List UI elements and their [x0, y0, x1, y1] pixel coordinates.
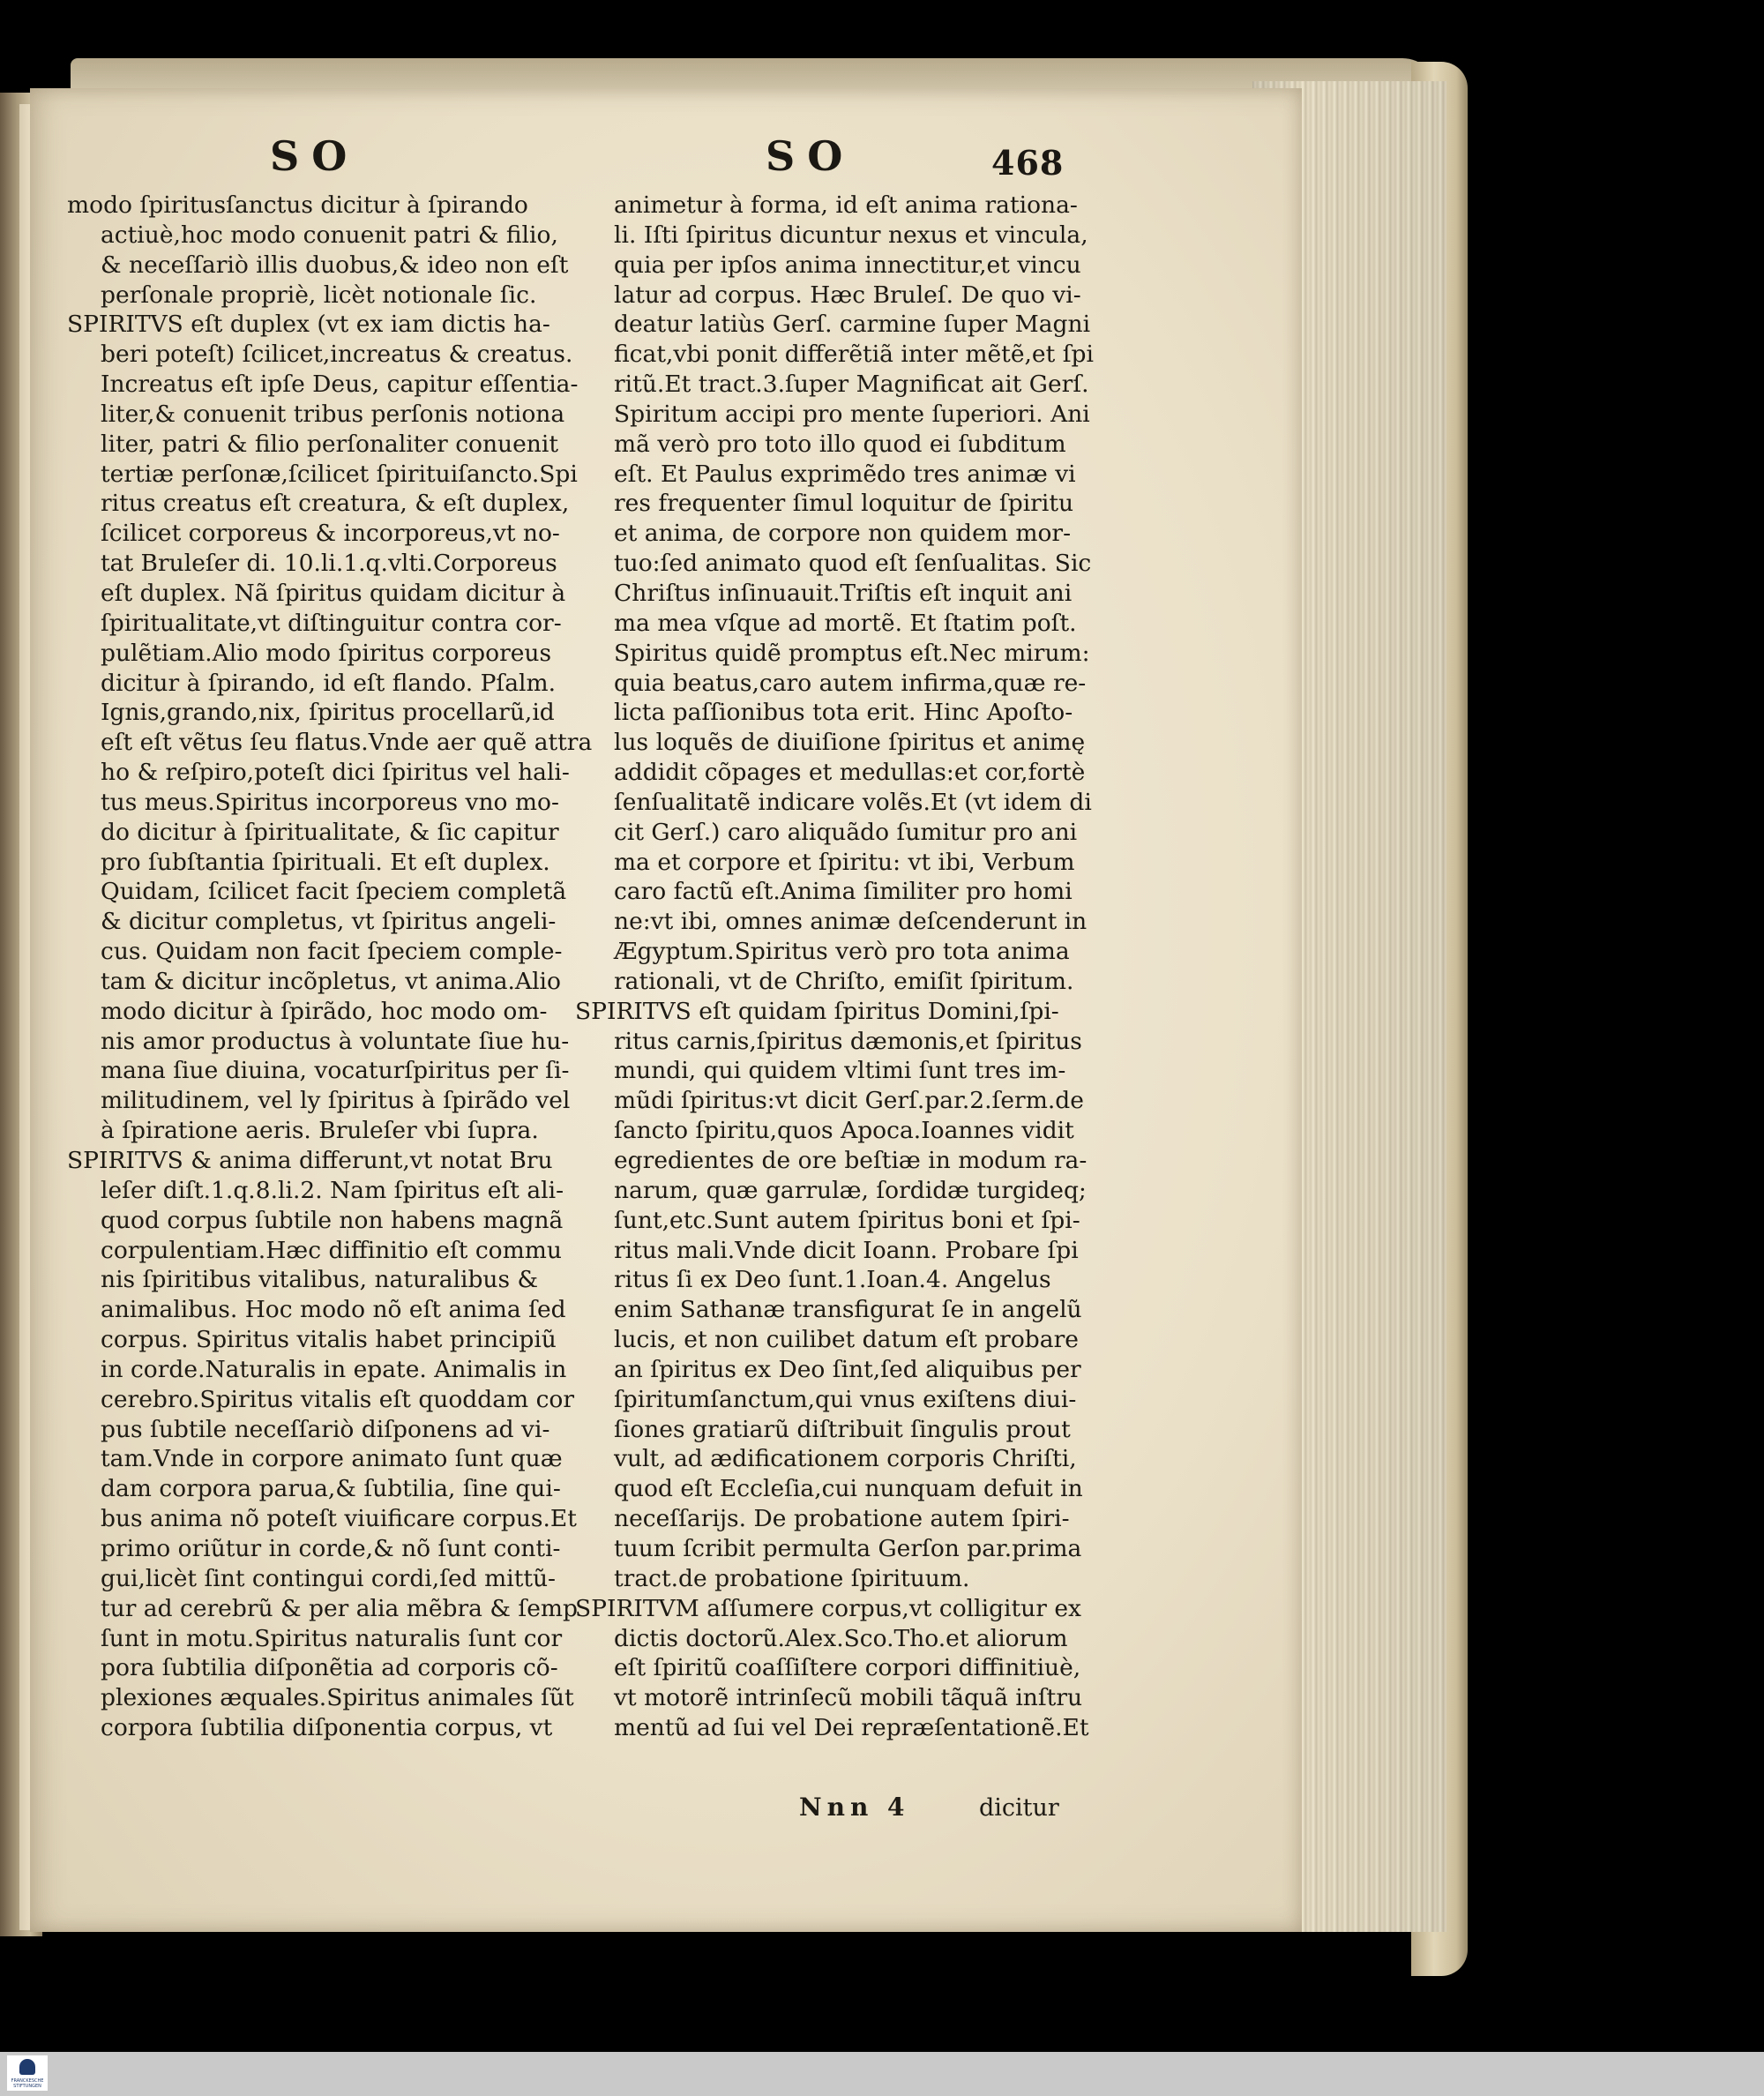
text-line: Spiritum accipi pro mente ſuperiori. Ani: [614, 400, 1090, 428]
text-line: animalibus. Hoc modo nõ eſt anima ſed: [101, 1296, 566, 1324]
text-line: quia beatus,caro autem infirma,quæ re-: [614, 669, 1087, 697]
text-line: perſonale propriè, licèt notionale ſic.: [101, 281, 537, 309]
text-line: pus ſubtile neceſſariò diſponens ad vi-: [101, 1415, 550, 1443]
text-line: ſpiritumſanctum,qui vnus exiſtens diui-: [614, 1385, 1077, 1413]
text-line: do dicitur à ſpiritualitate, & ſic capitur: [101, 818, 559, 846]
text-line: eſt. Et Paulus exprimẽdo tres animæ vi: [614, 460, 1076, 488]
text-line: tus meus.Spiritus incorporeus vno mo-: [101, 788, 559, 816]
text-line: mentũ ad ſui vel Dei repræſentationẽ.Et: [614, 1714, 1089, 1742]
text-line: actiuè,hoc modo conuenit patri & filio,: [101, 221, 558, 249]
page-number: 468: [991, 143, 1065, 183]
text-line: eſt eſt vẽtus ſeu flatus.Vnde aer quẽ attra: [101, 729, 593, 757]
text-line: tam & dicitur incõpletus, vt anima.Alio: [101, 967, 561, 995]
viewer-bottom-bar: [0, 2052, 1764, 2096]
text-line: ritus carnis,ſpiritus dæmonis,et ſpiritus: [614, 1027, 1082, 1055]
text-line: tuo:ſed animato quod eſt ſenſualitas. Sic: [614, 550, 1092, 578]
text-line: Increatus eſt ipſe Deus, capitur eſſentia-: [101, 371, 579, 399]
text-line: bus anima nõ poteſt viuificare corpus.Et: [101, 1505, 577, 1533]
text-line: egredientes de ore beſtiæ in modum ra-: [614, 1147, 1088, 1174]
text-line: dam corpora parua,& ſubtilia, ſine qui-: [101, 1475, 561, 1503]
text-line: tur ad cerebrũ & per alia mẽbra & ſemp: [101, 1594, 578, 1622]
signature-mark: Nnn 4: [799, 1793, 910, 1822]
text-line: licta paſſionibus tota erit. Hinc Apoſto-: [614, 699, 1073, 727]
text-line: et anima, de corpore non quidem mor-: [614, 520, 1072, 548]
text-line: vt motorẽ intrinſecũ mobili tãquã inſtru: [614, 1684, 1083, 1712]
text-line: gui,licèt ſint contingui cordi,ſed mittũ-: [101, 1564, 557, 1592]
text-line: SPIRITVS eſt quidam ſpiritus Domini,ſpi-: [575, 997, 1059, 1025]
text-line: deatur latiùs Gerſ. carmine ſuper Magni: [614, 311, 1091, 339]
text-line: tertiæ perſonæ,ſcilicet ſpirituiſancto.Spi: [101, 460, 578, 488]
text-line: ho & reſpiro,poteſt dici ſpiritus vel hali-: [101, 759, 570, 787]
text-line: tract.de probatione ſpirituum.: [614, 1564, 970, 1592]
text-line: corpulentiam.Hæc diffinitio eſt commu: [101, 1236, 562, 1264]
text-line: primo oriũtur in corde,& nõ ſunt conti-: [101, 1534, 561, 1562]
text-line: plexiones æquales.Spiritus animales ſũt: [101, 1684, 574, 1712]
text-line: dicitur à ſpirando, id eſt flando. Pſalm.: [101, 669, 557, 697]
text-line: mũdi ſpiritus:vt dicit Gerſ.par.2.ſerm.de: [614, 1087, 1084, 1115]
text-line: SPIRITVM aſſumere corpus,vt colligitur ex: [575, 1594, 1081, 1622]
text-line: dictis doctorũ.Alex.Sco.Tho.et aliorum: [614, 1624, 1068, 1652]
text-line: mana ſiue diuina, vocaturſpiritus per ſi-: [101, 1057, 570, 1085]
text-line: nis amor productus à voluntate ſiue hu-: [101, 1027, 570, 1055]
text-line: lus loquẽs de diuiſione ſpiritus et animę: [614, 729, 1086, 757]
text-line: SPIRITVS & anima differunt,vt notat Bru: [67, 1147, 553, 1174]
text-line: cit Gerſ.) caro aliquãdo ſumitur pro ani: [614, 818, 1078, 846]
text-line: ſunt,etc.Sunt autem ſpiritus boni et ſpi-: [614, 1206, 1080, 1234]
text-line: caro factũ eſt.Anima ſimiliter pro homi: [614, 878, 1073, 906]
text-line: ſunt in motu.Spiritus naturalis ſunt cor: [101, 1624, 563, 1652]
text-line: Spiritus quidẽ promptus eſt.Nec mirum:: [614, 639, 1090, 667]
text-line: pora ſubtilia diſponẽtia ad corporis cõ-: [101, 1654, 558, 1682]
running-head-left: SO: [270, 132, 360, 180]
text-line: tat Bruleſer di. 10.li.1.q.vlti.Corporeus: [101, 550, 557, 578]
text-line: pulẽtiam.Alio modo ſpiritus corporeus: [101, 639, 552, 667]
text-line: & dicitur completus, vt ſpiritus angeli-: [101, 908, 557, 936]
text-line: militudinem, vel ly ſpiritus à ſpirãdo vel: [101, 1087, 571, 1115]
text-line: ficat,vbi ponit differẽtiã inter mẽtẽ,et ſpi: [614, 341, 1094, 369]
text-line: modo ſpiritusſanctus dicitur à ſpirando: [67, 191, 528, 219]
text-line: quia per ipſos anima innectitur,et vincu: [614, 251, 1081, 279]
library-logo: [7, 2055, 48, 2091]
text-line: Quidam, ſcilicet facit ſpeciem completã: [101, 878, 567, 906]
text-line: mundi, qui quidem vltimi ſunt tres im-: [614, 1057, 1066, 1085]
text-line: liter,& conuenit tribus perſonis notiona: [101, 400, 565, 428]
text-line: quod corpus ſubtile non habens magnã: [101, 1206, 564, 1234]
text-line: ritus mali.Vnde dicit Ioann. Probare ſpi: [614, 1236, 1079, 1264]
text-line: Chriſtus inſinuauit.Triſtis eſt inquit ani: [614, 579, 1073, 607]
text-line: rationali, vt de Chriſto, emiſit ſpiritum.: [614, 967, 1074, 995]
text-line: ma et corpore et ſpiritu: vt ibi, Verbum: [614, 848, 1075, 876]
text-line: ſancto ſpiritu,quos Apoca.Ioannes vidit: [614, 1117, 1074, 1145]
text-line: neceſſarijs. De probatione autem ſpiri-: [614, 1505, 1070, 1533]
text-line: leſer diſt.1.q.8.li.2. Nam ſpiritus eſt ali-: [101, 1176, 564, 1204]
text-line: liter, patri & filio perſonaliter conuenit: [101, 430, 559, 458]
text-line: quod eſt Eccleſia,cui nunquam defuit in: [614, 1475, 1083, 1503]
text-line: latur ad corpus. Hæc Bruleſ. De quo vi-: [614, 281, 1081, 309]
text-line: lucis, et non cuilibet datum eſt probare: [614, 1326, 1079, 1354]
text-line: vult, ad ædificationem corporis Chriſti,: [614, 1445, 1077, 1473]
text-line: ſpiritualitate,vt diſtinguitur contra cor-: [101, 609, 562, 637]
text-line: & neceſſariò illis duobus,& ideo non eſt: [101, 251, 569, 279]
text-line: modo dicitur à ſpirãdo, hoc modo om-: [101, 997, 548, 1025]
text-line: in corde.Naturalis in epate. Animalis in: [101, 1355, 567, 1383]
text-line: ſiones gratiarũ diſtribuit ſingulis prout: [614, 1415, 1071, 1443]
text-line: res frequenter ſimul loquitur de ſpiritu: [614, 490, 1074, 518]
text-line: Ægyptum.Spiritus verò pro tota anima: [614, 938, 1070, 966]
text-line: cus. Quidam non facit ſpeciem comple-: [101, 938, 563, 966]
text-line: addidit cõpages et medullas:et cor,fortè: [614, 759, 1086, 787]
text-line: à ſpiratione aeris. Bruleſer vbi ſupra.: [101, 1117, 539, 1145]
text-line: cerebro.Spiritus vitalis eſt quoddam cor: [101, 1385, 575, 1413]
text-line: beri poteſt) ſcilicet,increatus & creatus.: [101, 341, 573, 369]
text-column-left: [67, 191, 593, 1743]
text-line: ſcilicet corporeus & incorporeus,vt no-: [101, 520, 560, 548]
text-line: tam.Vnde in corpore animato ſunt quæ: [101, 1445, 563, 1473]
text-line: tuum ſcribit permulta Gerſon par.prima: [614, 1534, 1082, 1562]
text-line: pro ſubſtantia ſpirituali. Et eſt duplex.: [101, 848, 550, 876]
text-line: nis ſpiritibus vitalibus, naturalibus &: [101, 1266, 539, 1294]
text-line: eſt duplex. Nã ſpiritus quidam dicitur à: [101, 579, 566, 607]
text-line: animetur à forma, id eſt anima rationa-: [614, 191, 1078, 219]
text-line: enim Sathanæ transfigurat ſe in angelũ: [614, 1296, 1082, 1324]
text-line: corpora ſubtilia diſponentia corpus, vt: [101, 1714, 553, 1742]
text-line: narum, quæ garrulæ, ſordidæ turgideq;: [614, 1176, 1087, 1204]
library-logo-text: FRANCKESCHE STIFTUNGEN: [11, 2078, 44, 2089]
text-line: ritus ſi ex Deo ſunt.1.Ioan.4. Angelus: [614, 1266, 1051, 1294]
text-line: ne:vt ibi, omnes animæ deſcenderunt in: [614, 908, 1088, 936]
catchword: dicitur: [979, 1794, 1059, 1822]
running-head-right: SO: [766, 132, 856, 180]
text-line: ritus creatus eſt creatura, & eſt duplex,: [101, 490, 570, 518]
text-line: ſenſualitatẽ indicare volẽs.Et (vt idem di: [614, 788, 1092, 816]
text-column-right: [575, 191, 1117, 1743]
text-line: an ſpiritus ex Deo ſint,ſed aliquibus per: [614, 1355, 1081, 1383]
text-line: mã verò pro toto illo quod ei ſubditum: [614, 430, 1066, 458]
text-line: li. Iſti ſpiritus dicuntur nexus et vincula,: [614, 221, 1088, 249]
text-line: eſt ſpiritũ coaſſiſtere corpori diffinitiuè,: [614, 1654, 1081, 1682]
text-line: SPIRITVS eſt duplex (vt ex iam dictis ha-: [67, 311, 550, 339]
text-line: ritũ.Et tract.3.ſuper Magnificat ait Gerſ.: [614, 371, 1089, 399]
library-logo-icon: [19, 2059, 35, 2075]
text-line: Ignis,grando,nix, ſpiritus procellarũ,id: [101, 699, 555, 727]
text-line: corpus. Spiritus vitalis habet principiũ: [101, 1326, 557, 1354]
text-line: ma mea vſque ad mortẽ. Et ſtatim poſt.: [614, 609, 1077, 637]
